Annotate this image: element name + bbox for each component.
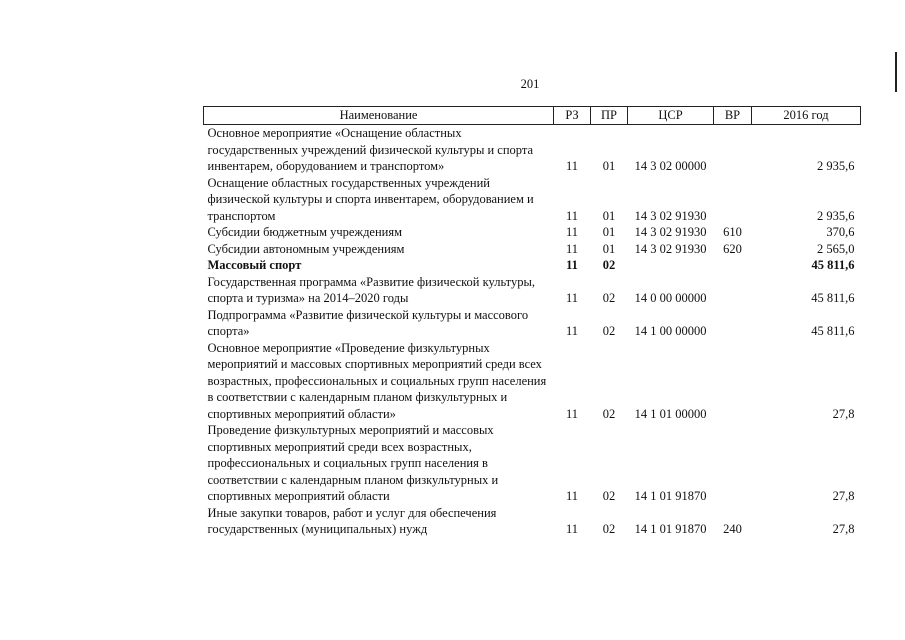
row-csr: 14 1 01 91870 [634, 522, 707, 536]
row-vr [714, 125, 752, 175]
row-csr: 14 1 01 00000 [634, 406, 707, 421]
row-rz: 11 [565, 291, 579, 305]
row-amount: 2 935,6 [817, 159, 855, 173]
row-csr: 14 3 02 91930 [634, 208, 707, 223]
row-vr [714, 307, 752, 340]
row-pr: 01 [602, 225, 616, 239]
header-csr: ЦСР [628, 107, 714, 125]
row-amount: 45 811,6 [811, 324, 855, 338]
budget-table [203, 106, 861, 538]
row-name: Государственная программа «Развитие физической культуры, спорта и туризма» на 2014–2020 годы [207, 274, 536, 305]
row-name: Основное мероприятие «Проведение физкультурных мероприятий и массовых спортивных мероприятий среди всех возрастных, профессиональных и социальных групп населения в соответствии с календарным планом физкультурных и спортивных мероприятий области» [207, 340, 547, 421]
header-vr: ВР [714, 107, 752, 125]
row-vr: 620 [723, 241, 742, 256]
row-pr: 01 [602, 159, 616, 173]
row-amount: 2 565,0 [817, 241, 855, 256]
row-rz: 11 [565, 241, 579, 256]
row-rz: 11 [565, 208, 579, 223]
row-pr: 02 [602, 324, 616, 338]
row-name: Подпрограмма «Развитие физической культуры и массового спорта» [207, 307, 529, 338]
row-csr: 14 3 02 91930 [634, 241, 707, 256]
table-row-section [204, 257, 861, 274]
row-amount: 45 811,6 [811, 258, 855, 272]
row-rz: 11 [565, 324, 579, 338]
header-pr: ПР [591, 107, 628, 125]
table-row [204, 224, 861, 241]
row-name: Основное мероприятие «Оснащение областных государственных учреждений физической культуры и спорта инвентарем, оборудованием и транспортом» [207, 126, 534, 173]
table-row [204, 307, 861, 340]
row-amount: 27,8 [832, 522, 855, 536]
row-vr: 610 [723, 225, 742, 239]
row-name: Оснащение областных государственных учреждений физической культуры и спорта инвентарем, оборудованием и транспортом [207, 175, 534, 223]
header-row [204, 107, 861, 125]
row-pr: 02 [602, 489, 616, 503]
row-vr [714, 340, 752, 423]
table-row [204, 505, 861, 538]
row-name: Проведение физкультурных мероприятий и массовых спортивных мероприятий среди всех возрастных, профессиональных и социальных групп населения в соответствии с календарным планом физкультурных и спортивных мероприятий области [207, 423, 499, 503]
row-csr: 14 3 02 91930 [634, 225, 707, 239]
table-row [204, 274, 861, 307]
row-amount: 2 935,6 [817, 208, 855, 223]
header-rz: РЗ [554, 107, 591, 125]
row-amount: 27,8 [832, 406, 855, 421]
table-row [204, 340, 861, 423]
header-name: Наименование [204, 107, 554, 125]
row-vr [714, 257, 752, 274]
row-rz: 11 [565, 406, 579, 421]
row-pr: 01 [602, 208, 616, 223]
row-name: Субсидии автономным учреждениям [207, 241, 405, 256]
row-vr [714, 274, 752, 307]
page-number: 201 [520, 77, 540, 91]
table-header [204, 107, 861, 125]
row-pr: 02 [602, 258, 616, 272]
row-name: Субсидии бюджетным учреждениям [207, 225, 403, 239]
row-csr: 14 3 02 00000 [634, 159, 707, 173]
table-row [204, 241, 861, 258]
row-csr: 14 1 00 00000 [634, 324, 707, 338]
row-vr [714, 422, 752, 505]
table-row [204, 175, 861, 225]
row-amount: 45 811,6 [811, 291, 855, 305]
row-vr: 240 [723, 522, 742, 536]
row-pr: 02 [602, 522, 616, 536]
row-pr: 01 [602, 241, 616, 256]
table-row [204, 422, 861, 505]
row-pr: 02 [602, 406, 616, 421]
row-csr [628, 257, 714, 274]
table-row [204, 125, 861, 175]
row-amount: 370,6 [826, 225, 855, 239]
row-vr [714, 175, 752, 225]
header-amount: 2016 год [752, 107, 861, 125]
row-rz: 11 [565, 489, 579, 503]
row-csr: 14 1 01 91870 [634, 489, 707, 503]
row-rz: 11 [565, 522, 579, 536]
row-pr: 02 [602, 291, 616, 305]
table-body [204, 125, 861, 538]
row-rz: 11 [566, 258, 578, 272]
row-amount: 27,8 [832, 489, 855, 503]
row-rz: 11 [565, 159, 579, 173]
row-csr: 14 0 00 00000 [634, 291, 707, 305]
row-name: Иные закупки товаров, работ и услуг для обеспечения государственных (муниципальных) нужд [207, 505, 497, 536]
row-name: Массовый спорт [207, 258, 302, 272]
row-rz: 11 [565, 225, 579, 239]
